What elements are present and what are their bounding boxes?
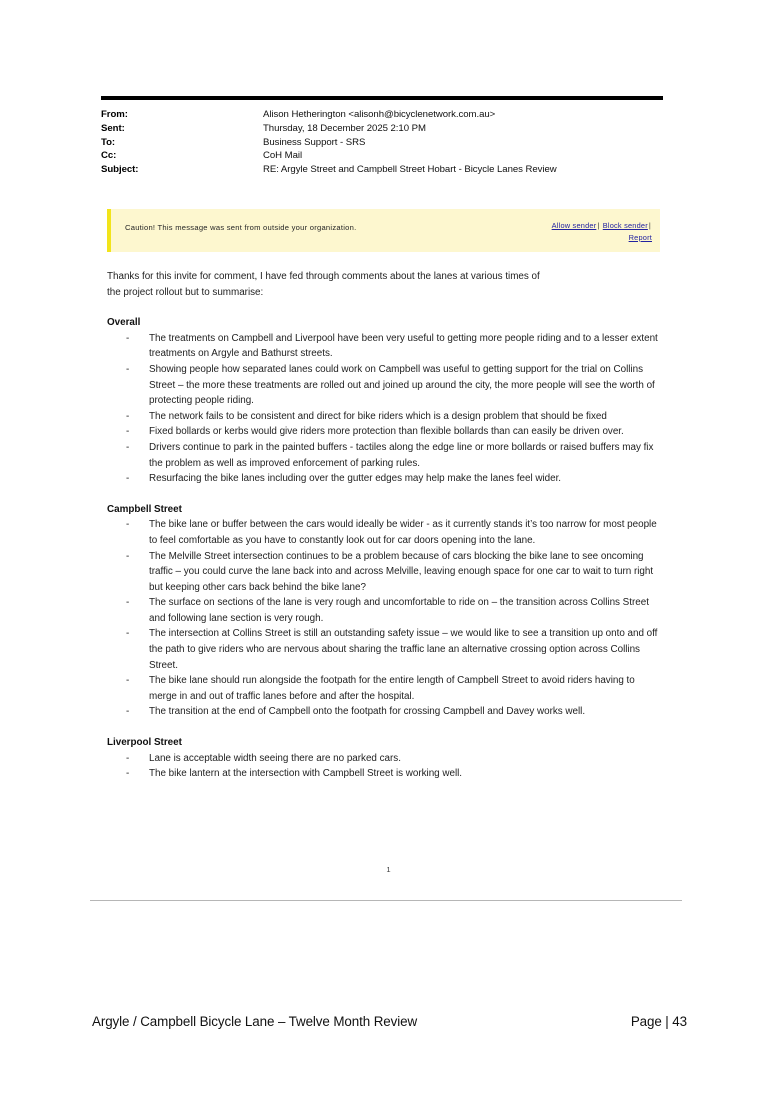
bullet-item [107,595,663,626]
email-header-value: Alison Hetherington <alisonh@bicyclenetwork.com.au> [263,109,496,120]
block-sender-link[interactable]: Block sender [602,221,648,230]
footer-page-label: Page | 43 [630,1014,687,1029]
bullet-text: Resurfacing the bike lanes including over the gutter edges may help make the lanes feel wider. [149,473,562,485]
email-header-value: RE: Argyle Street and Campbell Street Hobart - Bicycle Lanes Review [263,164,557,176]
footer-title: Argyle / Campbell Bicycle Lane – Twelve Month Review [92,1014,418,1029]
bullet-text: The bike lane should run alongside the footpath for the entire length of Campbell Street to avoid riders having to merge in and out of traffic lanes before and after the hospital. [149,675,635,702]
intro-paragraph [107,269,663,300]
bullet-dash-marker: - [126,597,130,609]
bullet-item [107,766,663,782]
bullet-item [107,362,663,409]
bullet-text: The surface on sections of the lane is very rough and uncomfortable to ride on – the transition across Collins Street and following lane section is very rough. [149,597,649,624]
email-header-label: From: [101,109,128,120]
bullet-item [107,440,663,471]
body-sections [107,315,663,782]
email-header-value: Business Support - SRS [263,136,366,148]
bullet-text: Fixed bollards or kerbs would give riders more protection than flexible bollards than can easily be driven over. [149,426,624,438]
email-header-row [101,136,671,150]
bullet-item [107,517,663,548]
allow-sender-link[interactable]: Allow sender [551,221,597,230]
bullet-dash-marker: - [126,410,130,422]
link-separator-2: | [648,221,651,230]
email-header-label: Cc: [101,150,117,162]
intro-line-1: Thanks for this invite for comment, I have fed through comments about the lanes at various times of [107,271,540,282]
section-bullet-list [107,517,663,720]
bullet-text: The Melville Street intersection continues to be a problem because of cars blocking the bike lane to see oncoming traffic – you could curve the lane back into and across Melville, leaving enough space for one car to wait to turn right but keeping other cars back behind the bike lane? [149,550,654,593]
email-body [107,269,663,782]
email-header-row [101,149,671,163]
section-heading: Overall [107,317,141,329]
bullet-text: The intersection at Collins Street is still an outstanding safety issue – we would like to see a transition up onto and off the path to give riders who are nervous about sharing the traffic lane an alternative crossing option across Collins Street. [149,628,658,671]
email-header-label: Sent: [101,122,125,134]
bullet-text: The treatments on Campbell and Liverpool have been very useful to getting more people riding and to a lesser extent treatments on Argyle and Bathurst streets. [149,332,658,360]
bullet-item [107,673,663,704]
caution-message: Caution! This message was sent from outside your organization. [125,223,357,232]
bullet-text: The bike lane or buffer between the cars would ideally be wider - as it currently stands it’s too narrow for most people to feel comfortable as you have to constantly look out for car doors opening into the lane. [149,519,657,546]
page-number-marker: 1 [386,865,391,874]
email-header-value: Thursday, 18 December 2025 2:10 PM [263,122,426,134]
bullet-dash-marker: - [126,473,130,485]
bullet-item [107,549,663,596]
bullet-item [107,331,663,362]
bullet-dash-marker: - [126,332,130,344]
bullet-dash-marker: - [126,363,130,375]
bullet-text: Drivers continue to park in the painted buffers - tactiles along the edge line or more bollards or raised buffers may fix the problem as well as improved enforcement of parking rules. [149,441,654,469]
intro-line-2: the project rollout but to summarise: [107,286,264,298]
bullet-dash-marker: - [126,441,130,453]
bullet-dash-marker: - [126,675,130,687]
section-heading: Campbell Street [107,503,182,515]
bullet-text: Showing people how separated lanes could work on Campbell was useful to getting support for the trial on Collins Street – the more these treatments are rolled out and joined up around the city, the more people will see the worth of protecting people riding. [149,363,655,407]
bullet-item [107,626,663,673]
bullet-dash-marker: - [126,706,130,718]
email-header-value: CoH Mail [263,150,303,162]
email-header-row [101,122,671,136]
bullet-text: The bike lantern at the intersection with Campbell Street is working well. [149,768,463,780]
bullet-text: Lane is acceptable width seeing there are no parked cars. [149,752,401,764]
bullet-dash-marker: - [126,550,130,562]
bullet-dash-marker: - [126,768,130,780]
section-bullet-list [107,751,663,782]
email-header-label: To: [101,136,116,148]
email-header-block [101,108,671,177]
bullet-dash-marker: - [126,519,130,531]
caution-action-links [512,220,652,244]
bullet-item [107,409,663,425]
page-footer [92,1014,687,1029]
section-bullet-list [107,331,663,487]
bullet-text: The network fails to be consistent and direct for bike riders which is a design problem that should be fixed [149,410,607,422]
link-separator-1: | [597,221,600,230]
bullet-item [107,704,663,720]
external-sender-warning-banner [107,209,660,252]
email-header-label: Subject: [101,164,139,176]
section-heading: Liverpool Street [107,737,182,749]
footer-divider-rule [90,900,682,901]
bullet-text: The transition at the end of Campbell onto the footpath for crossing Campbell and Davey works well. [149,706,586,718]
email-header-row [101,163,671,177]
header-divider-rule [101,96,663,100]
bullet-dash-marker: - [126,426,130,438]
bullet-item [107,424,663,440]
email-header-row [101,108,671,122]
bullet-dash-marker: - [126,752,130,764]
report-link[interactable]: Report [628,233,652,242]
bullet-dash-marker: - [126,628,130,640]
bullet-item [107,471,663,487]
bullet-item [107,751,663,767]
